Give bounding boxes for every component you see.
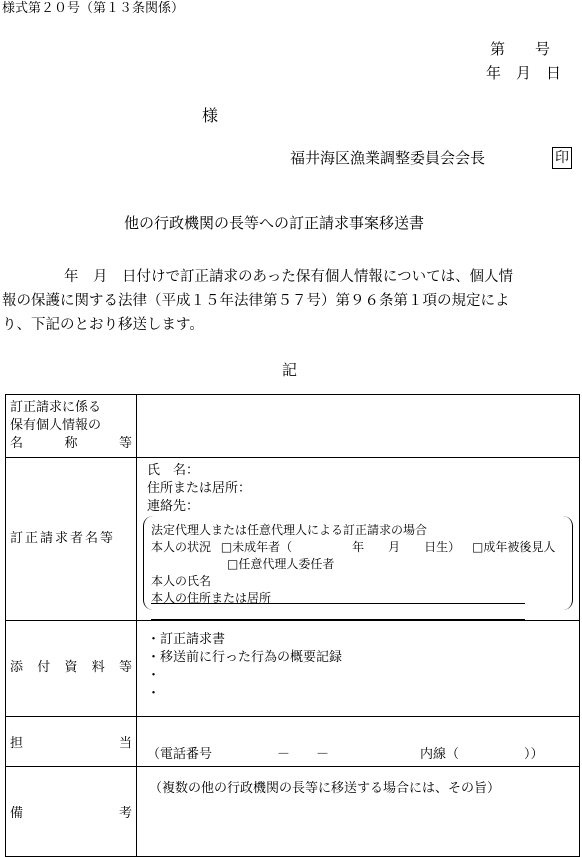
body-line-1: 年 月 日付けで訂正請求のあった保有個人情報については、個人情 [64,269,514,285]
form-number: 様式第２０号（第１３条関係） [2,1,185,16]
adult-ward-checkbox: □成年被後見人 [472,540,556,554]
label-line-1: 訂正請求に係る [10,400,102,415]
agent-section [151,522,555,607]
document-title: 他の行政機関の長等への訂正請求事案移送書 [124,214,425,232]
label-line-2: 保有個人情報の [10,418,102,433]
label-requester-text: 訂正請求者名等 [10,531,116,546]
attachment-item: ・訂正請求書 [147,632,226,647]
document-number: 第 号 [490,40,551,58]
value-target-info [137,395,580,458]
principal-name: 本人の氏名 [151,574,212,588]
principal-address-underline [151,619,525,620]
requester-address: 住所または居所： [147,481,252,496]
label-contact-person [6,717,137,767]
row-contact-person [6,717,580,767]
row-remarks [6,767,580,857]
minor-checkbox: □未成年者（ 年 月 日生） [220,540,461,554]
addressee-honorific: 様 [202,106,219,125]
label-remarks [6,767,137,857]
label-line-3: 名 称 等 [10,436,132,451]
seal-mark: 印 [552,147,572,169]
voluntary-agent-checkbox: □任意代理人委任者 [227,557,335,571]
attachment-item: ・ [147,686,161,701]
principal-address: 本人の住所または居所 [151,591,272,605]
requester-contact: 連絡先： [147,499,200,514]
body-line-3: り、下記のとおり移送します。 [2,317,204,333]
label-target-info [6,395,137,458]
phone-line: （電話番号 － － 内線（ ）） [147,747,544,762]
label-remarks-text: 備 考 [10,806,132,821]
row-target-info [6,395,580,458]
remarks-note: （複数の他の行政機関の長等に移送する場合には、その旨） [149,781,501,796]
value-remarks [137,767,580,857]
value-attachments [137,621,580,717]
label-attachments [6,621,137,717]
attachment-item: ・移送前に行った行為の概要記録 [147,650,343,665]
value-contact-person [137,717,580,767]
ki-heading: 記 [282,361,298,379]
row-requester [6,458,580,621]
label-attachments-text: 添 付 資 料 等 [10,660,132,675]
transfer-details-table [5,394,580,857]
principal-name-underline [151,603,525,604]
document-date: 年 月 日 [486,64,562,82]
body-paragraph [2,265,580,337]
value-requester [137,458,580,621]
sender-name: 福井海区漁業調整委員会会長 [290,149,486,167]
requester-name: 氏 名： [147,463,200,478]
label-requester [6,458,137,621]
agent-heading: 法定代理人または任意代理人による訂正請求の場合 [151,523,428,537]
row-attachments [6,621,580,717]
label-contact-person-text: 担 当 [10,736,132,751]
body-line-2: 報の保護に関する法律（平成１５年法律第５７号）第９６条第１項の規定によ [2,293,510,309]
attachment-item: ・ [147,668,161,683]
principal-status: 本人の状況 □未成年者（ 年 月 日生） □成年被後見人 [151,540,556,554]
